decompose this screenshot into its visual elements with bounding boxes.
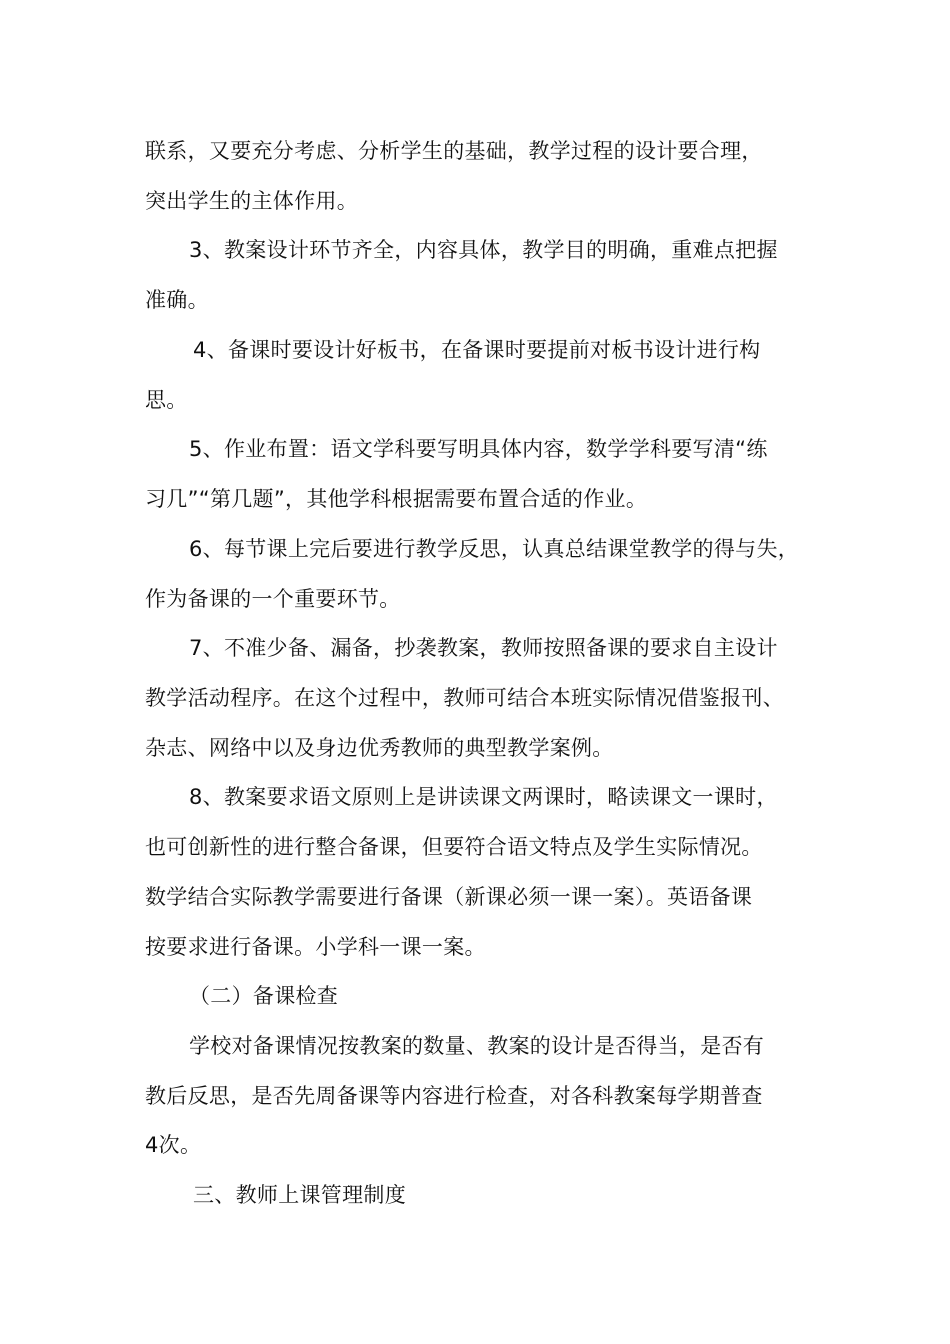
section-heading: （二）备课检查 xyxy=(189,984,339,1008)
paragraph-line: 习几”“第几题”，其他学科根据需要布置合适的作业。 xyxy=(145,487,648,511)
paragraph-line: 7、不准少备、漏备，抄袭教案，教师按照备课的要求自主设计 xyxy=(189,636,778,660)
paragraph-line: 5、作业布置：语文学科要写明具体内容，数学学科要写清“练 xyxy=(189,437,768,461)
paragraph-line: 按要求进行备课。小学科一课一案。 xyxy=(145,935,486,959)
paragraph-line: 3、教案设计环节齐全，内容具体，教学目的明确，重难点把握 xyxy=(189,238,778,262)
paragraph-line: 作为备课的一个重要环节。 xyxy=(145,587,401,611)
paragraph-line: 联系，又要充分考虑、分析学生的基础，教学过程的设计要合理， xyxy=(145,139,763,163)
paragraph-line: 也可创新性的进行整合备课，但要符合语文特点及学生实际情况。 xyxy=(145,835,763,859)
section-heading: 三、教师上课管理制度 xyxy=(193,1183,406,1207)
paragraph-line: 数学结合实际教学需要进行备课（新课必须一课一案）。英语备课 xyxy=(145,885,753,909)
paragraph-line: 学校对备课情况按教案的数量、教案的设计是否得当，是否有 xyxy=(189,1034,765,1058)
paragraph-line: 杂志、网络中以及身边优秀教师的典型教学案例。 xyxy=(145,736,614,760)
paragraph-line: 突出学生的主体作用。 xyxy=(145,189,358,213)
paragraph-line: 准确。 xyxy=(145,288,209,312)
paragraph-line: 6、每节课上完后要进行教学反思，认真总结课堂教学的得与失， xyxy=(189,537,800,561)
paragraph-line: 4次。 xyxy=(145,1133,202,1157)
paragraph-line: 思。 xyxy=(145,388,188,412)
paragraph-line: 教学活动程序。在这个过程中，教师可结合本班实际情况借鉴报刊、 xyxy=(145,686,784,710)
paragraph-line: 4、备课时要设计好板书，在备课时要提前对板书设计进行构 xyxy=(193,338,761,362)
paragraph-line: 教后反思，是否先周备课等内容进行检查，对各科教案每学期普查 xyxy=(145,1084,763,1108)
paragraph-line: 8、教案要求语文原则上是讲读课文两课时，略读课文一课时， xyxy=(189,785,778,809)
